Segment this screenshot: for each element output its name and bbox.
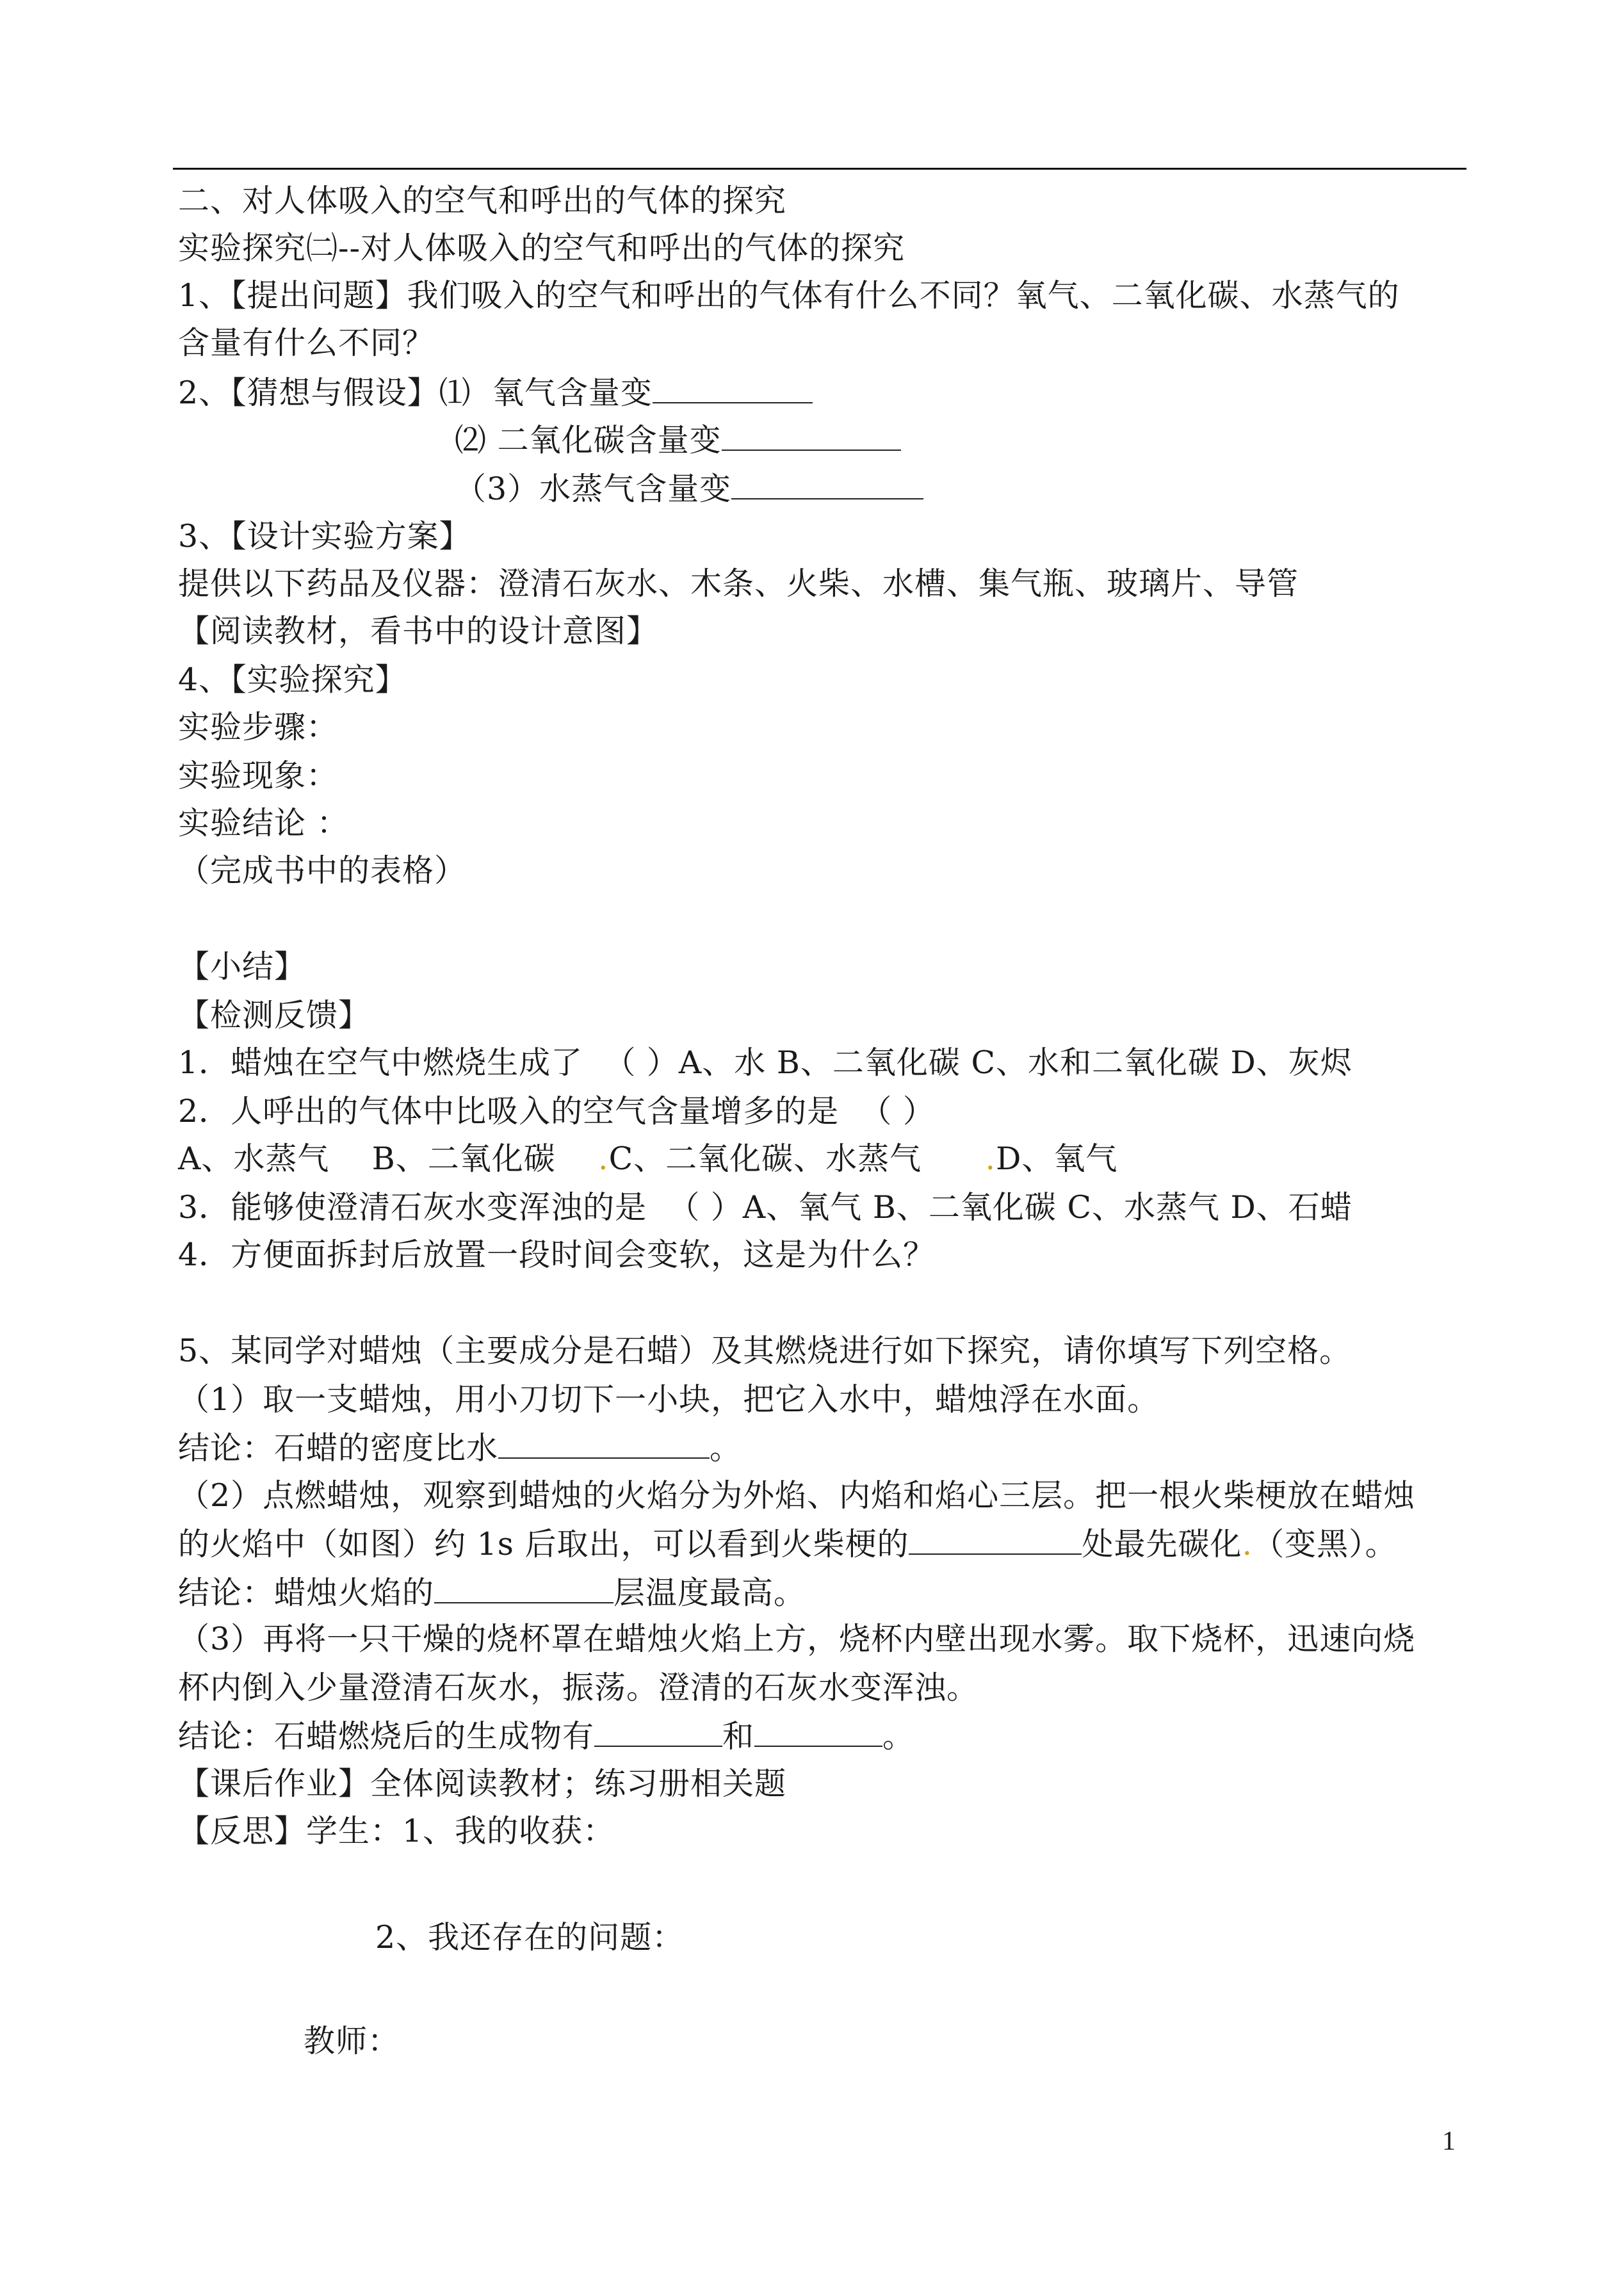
steps-label: 实验步骤： — [178, 709, 339, 745]
table-note: （完成书中的表格） — [178, 852, 467, 889]
q5-step-2-text-b: 处最先碳化 — [1082, 1526, 1242, 1562]
q5-step-3-line-1: （3）再将一只干燥的烧杯罩在蜡烛火焰上方，烧杯内壁出现水雾。取下烧杯，迅速向烧 — [178, 1621, 1416, 1657]
teacher-label: 教师： — [304, 2023, 400, 2059]
reflection-problems: 2、我还存在的问题： — [375, 1919, 685, 1956]
q5-conclusion-3-and: 和 — [722, 1718, 755, 1755]
section-title: 二、对人体吸入的空气和呼出的气体的探究 — [178, 182, 787, 219]
product-blank-1[interactable] — [594, 1716, 722, 1747]
feedback-question-1: 1．蜡烛在空气中燃烧生成了 （ ）A、水 B、二氧化碳 C、水和二氧化碳 D、灰烬 — [178, 1044, 1352, 1081]
hypothesis-1-text: 2、【猜想与假设】⑴ 氧气含量变 — [178, 375, 653, 411]
design-heading: 3、【设计实验方案】 — [178, 518, 471, 555]
option-group-c: D、氧气 — [996, 1140, 1118, 1177]
question-line-1: 1、【提出问题】我们吸入的空气和呼出的气体有什么不同？氧气、二氧化碳、水蒸气的 — [178, 277, 1400, 314]
homework-line: 【课后作业】全体阅读教材；练习册相关题 — [178, 1765, 787, 1802]
hypothesis-3-blank[interactable] — [731, 469, 923, 499]
flame-layer-blank[interactable] — [909, 1524, 1082, 1555]
conclusion-label: 实验结论 ： — [178, 805, 349, 841]
q5-conclusion-2-text-b: 层温度最高。 — [613, 1575, 806, 1611]
q5-step-3-line-2: 杯内倒入少量澄清石灰水，振荡。澄清的石灰水变浑浊。 — [178, 1669, 979, 1706]
explore-heading: 4、【实验探究】 — [178, 661, 407, 698]
q5-conclusion-2 — [178, 1573, 806, 1612]
q5-step-2-line-1: （2）点燃蜡烛，观察到蜡烛的火焰分为外焰、内焰和焰心三层。把一根火柴梗放在蜡烛 — [178, 1477, 1416, 1514]
feedback-question-5: 5、某同学对蜡烛（主要成分是石蜡）及其燃烧进行如下探究，请你填写下列空格。 — [178, 1333, 1352, 1369]
materials-line: 提供以下药品及仪器：澄清石灰水、木条、火柴、水槽、集气瓶、玻璃片、导管 — [178, 565, 1299, 602]
q5-step-2-text-a: 的火焰中（如图）约 1s 后取出，可以看到火柴梗的 — [178, 1526, 909, 1562]
q5-conclusion-1-text: 结论：石蜡的密度比水 — [178, 1430, 499, 1466]
dot-mark: . — [985, 1140, 996, 1177]
period: 。 — [710, 1430, 742, 1466]
hypothesis-line-2 — [455, 420, 901, 460]
feedback-heading: 【检测反馈】 — [178, 997, 371, 1034]
q5-conclusion-3-text-a: 结论：石蜡燃烧后的生成物有 — [178, 1718, 595, 1755]
question-line-2: 含量有什么不同？ — [178, 325, 435, 361]
page-number: 1 — [1442, 2127, 1456, 2156]
q5-step-2-line-2 — [178, 1524, 1397, 1564]
option-group-a: A、水蒸气 B、二氧化碳 — [178, 1140, 599, 1177]
hypothesis-line-3 — [455, 469, 923, 508]
product-blank-2[interactable] — [754, 1716, 882, 1747]
feedback-question-3: 3．能够使澄清石灰水变浑浊的是 （ ）A、氧气 B、二氧化碳 C、水蒸气 D、石蜡 — [178, 1189, 1352, 1226]
q5-conclusion-3 — [178, 1716, 914, 1756]
summary-heading: 【小结】 — [178, 948, 307, 985]
reflection-line: 【反思】学生：1、我的收获： — [178, 1813, 615, 1849]
q5-conclusion-2-text-a: 结论：蜡烛火焰的 — [178, 1575, 435, 1611]
read-textbook-line: 【阅读教材，看书中的设计意图】 — [178, 613, 659, 649]
density-blank[interactable] — [498, 1428, 710, 1459]
dot-mark: . — [1242, 1526, 1253, 1562]
hottest-layer-blank[interactable] — [434, 1573, 613, 1603]
option-group-b: C、二氧化碳、水蒸气 — [608, 1140, 986, 1177]
q5-conclusion-1 — [178, 1428, 742, 1468]
hypothesis-2-text: ⑵ 二氧化碳含量变 — [455, 422, 722, 458]
header-rule — [173, 168, 1466, 170]
hypothesis-2-blank[interactable] — [722, 420, 901, 451]
feedback-question-2: 2．人呼出的气体中比吸入的空气含量增多的是 （ ） — [178, 1093, 935, 1130]
feedback-question-4: 4．方便面拆封后放置一段时间会变软，这是为什么？ — [178, 1237, 936, 1273]
phenomena-label: 实验现象： — [178, 758, 339, 794]
dot-mark: . — [598, 1140, 609, 1177]
q5-step-2-text-c: （变黑）。 — [1253, 1526, 1397, 1562]
period: 。 — [882, 1718, 915, 1755]
hypothesis-3-text: （3）水蒸气含量变 — [455, 471, 732, 507]
q5-step-1: （1）取一支蜡烛，用小刀切下一小块，把它入水中，蜡烛浮在水面。 — [178, 1381, 1160, 1418]
hypothesis-1-blank[interactable] — [653, 373, 813, 403]
hypothesis-line-1 — [178, 373, 813, 412]
feedback-question-2-options — [178, 1140, 1117, 1178]
experiment-title: 实验探究㈡--对人体吸入的空气和呼出的气体的探究 — [178, 230, 905, 266]
